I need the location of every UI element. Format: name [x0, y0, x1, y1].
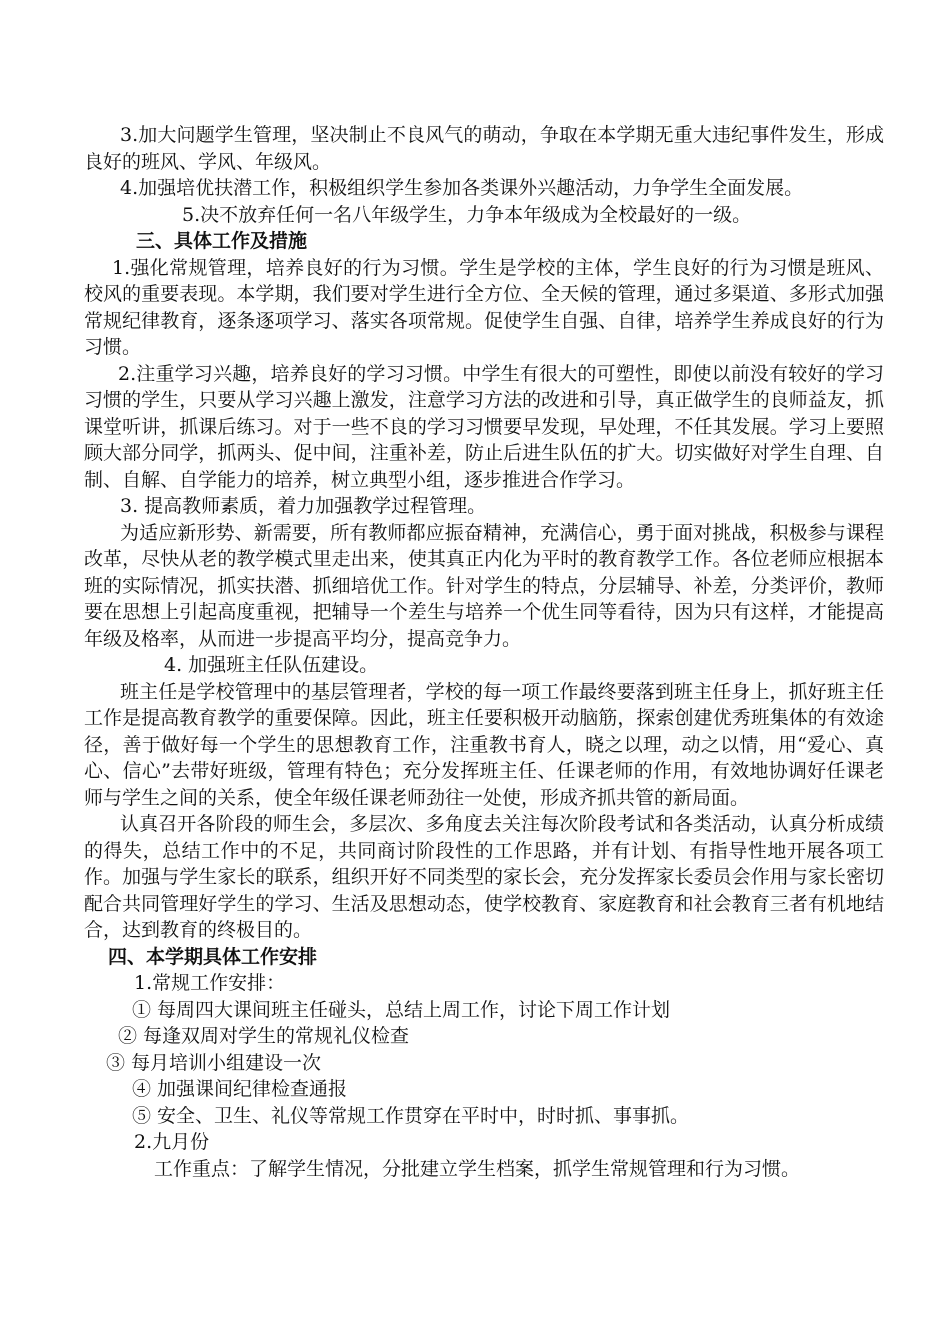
paragraph: 1.常规工作安排： [134, 972, 286, 994]
paragraph: ② 每逢双周对学生的常规礼仪检查 [118, 1025, 410, 1047]
paragraph: 4. 加强班主任队伍建设。 [164, 654, 379, 676]
paragraph: 4.加强培优扶潜工作，积极组织学生参加各类课外兴趣活动，力争学生全面发展。 [120, 177, 804, 199]
paragraph: 3. 提高教师素质，着力加强教学过程管理。 [120, 495, 487, 517]
paragraph: ① 每周四大课间班主任碰头，总结上周工作，讨论下周工作计划 [132, 998, 671, 1021]
paragraph: 2.九月份 [134, 1131, 210, 1153]
paragraph: ④ 加强课间纪律检查通报 [132, 1078, 348, 1100]
paragraph: 为适应新形势、新需要，所有教师都应振奋精神，充满信心，勇于面对挑战，积极参与课程改革，尽快从老的教学模式里走出来，使其真正内化为平时的教育教学工作。各位老师应根据本班的实际情况，抓实扶潜、抓细培优工作。针对学生的特点，分层辅导、补差，分类评价，教师要在思想上引起高度重视，把辅导一个差生与培养一个优生同等看待，因为只有这样，才能提高年级及格率，从而进一步提高平均分，提高竞争力。 [84, 521, 884, 650]
paragraph: 2.注重学习兴趣，培养良好的学习习惯。中学生有很大的可塑性，即使以前没有较好的学习习惯的学生，只要从学习兴趣上激发，注意学习方法的改进和引导，真正做学生的良师益友，抓课堂听讲，抓课后练习。对于一些不良的学习习惯要早发现，早处理，不任其发展。学习上要照顾大部分同学，抓两头、促中间，注重补差，防止后进生队伍的扩大。切实做好对学生自理、自制、自解、自学能力的培养，树立典型小组，逐步推进合作学习。 [84, 362, 884, 491]
section-heading: 四、本学期具体工作安排 [108, 945, 318, 968]
paragraph: ③ 每月培训小组建设一次 [106, 1051, 322, 1074]
paragraph: 班主任是学校管理中的基层管理者，学校的每一项工作最终要落到班主任身上，抓好班主任工作是提高教育教学的重要保障。因此，班主任要积极开动脑筋，探索创建优秀班集体的有效途径，善于做好每一个学生的思想教育工作，注重教书育人，晓之以理，动之以情，用“爱心、真心、信心”去带好班级，管理有特色；充分发挥班主任、任课老师的作用，有效地协调好任课老师与学生之间的关系，使全年级任课老师劲往一处使，形成齐抓共管的新局面。 [84, 680, 884, 809]
paragraph: 5.决不放弃任何一名八年级学生，力争本年级成为全校最好的一级。 [182, 203, 752, 226]
paragraph: 工作重点：了解学生情况，分批建立学生档案，抓学生常规管理和行为习惯。 [154, 1157, 801, 1180]
paragraph: 1.强化常规管理，培养良好的行为习惯。学生是学校的主体，学生良好的行为习惯是班风、校风的重要表现。本学期，我们要对学生进行全方位、全天候的管理，通过多渠道、多形式加强常规纪律教育，逐条逐项学习、落实各项常规。促使学生自强、自律，培养学生养成良好的行为习惯。 [84, 256, 884, 358]
paragraph: ⑤ 安全、卫生、礼仪等常规工作贯穿在平时中，时时抓、事事抓。 [132, 1104, 690, 1127]
paragraph: 认真召开各阶段的师生会，多层次、多角度去关注每次阶段考试和各类活动，认真分析成绩的得失，总结工作中的不足，共同商讨阶段性的工作思路，并有计划、有指导性地开展各项工作。加强与学生家长的联系，组织开好不同类型的家长会，充分发挥家长委员会作用与家长密切配合共同管理好学生的学习、生活及思想动态，使学校教育、家庭教育和社会教育三者有机地结合，达到教育的终极目的。 [84, 813, 884, 941]
document-body [84, 122, 884, 1182]
section-heading: 三、具体工作及措施 [136, 230, 308, 252]
paragraph: 3.加大问题学生管理，坚决制止不良风气的萌动，争取在本学期无重大违纪事件发生，形成良好的班风、学风、年级风。 [84, 124, 884, 173]
